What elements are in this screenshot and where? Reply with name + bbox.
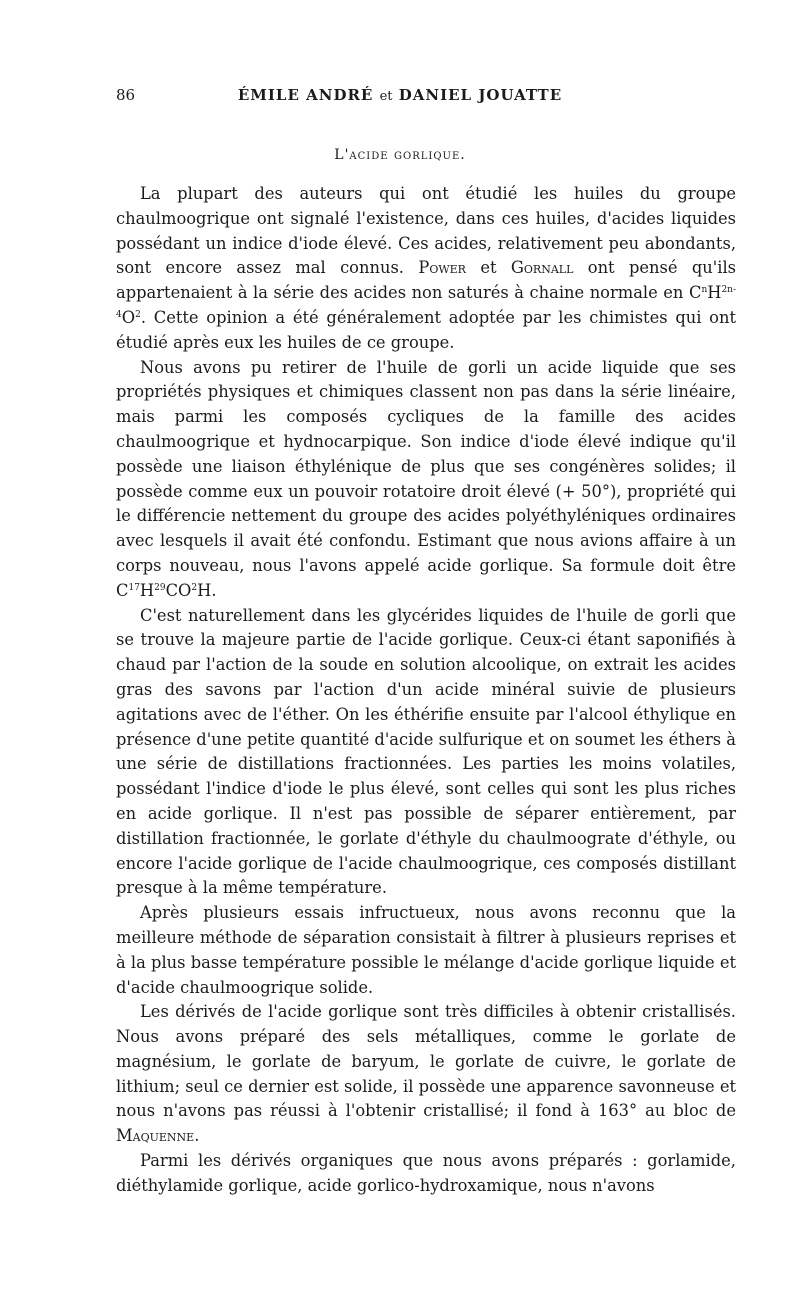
formula-index: n bbox=[701, 285, 708, 296]
formula-gorlic-acid bbox=[116, 581, 217, 600]
formula-index: 2 bbox=[135, 309, 141, 320]
author-1: ÉMILE ANDRÉ bbox=[237, 86, 374, 104]
formula-index: 2n-4 bbox=[116, 285, 737, 320]
page-number: 86 bbox=[116, 86, 136, 104]
author-name-gornall: Gornall bbox=[510, 258, 574, 278]
paragraph-1-text-b: ont pensé qu'ils appartenaient à la série des acides non saturés à chaine normale en bbox=[116, 258, 737, 303]
author-name-maquenne: Maquenne bbox=[116, 1126, 195, 1146]
page-header bbox=[116, 86, 684, 108]
formula-symbol: O bbox=[121, 307, 136, 327]
formula-index: 2 bbox=[191, 582, 198, 593]
formula-symbol: H bbox=[707, 283, 722, 303]
paragraph-3: C'est naturellement dans les glycérides liquides de l'huile de gorli que se trouve la majeure partie de l'acide gorlique. Ceux-ci étant saponifiés à chaud par l'action de la soude en solution alcoolique, on extrait les acides gras des savons par l'action d'un acide minéral suivie de plusieurs agitations avec de l'éther. On les éthérifie ensuite par l'alcool éthylique en présence d'une petite quantité d'acide sulfurique et on soumet les éthers à une série de distillations fractionnées. Les parties les moins volatiles, possédant l'indice d'iode le plus élevé, sont celles qui sont les plus riches en acide gorlique. Il n'est pas possible de séparer entièrement, par distillation fractionnée, le gorlate d'éthyle du chaulmoograte d'éthyle, ou encore l'acide gorlique de l'acide chaulmoogrique, ces composés distillant presque à la même température. bbox=[116, 605, 736, 898]
paragraph-1 bbox=[116, 182, 736, 356]
paragraph-1-text-a: La plupart des auteurs qui ont étudié les huiles du groupe chaulmoogrique ont signalé l'existence, dans ces huiles, d'acides liquides possédant un indice d'iode élevé. Ces acides, relativement peu abondants, sont encore assez mal connus. bbox=[116, 184, 736, 278]
paragraph-4: Après plusieurs essais infructueux, nous avons reconnu que la meilleure méthode de séparation consistait à filtrer à plusieurs reprises et à la plus basse température possible le mélange d'acide gorlique liquide et d'acide chaulmoogrique solide. bbox=[116, 903, 736, 997]
conjunction: et bbox=[480, 258, 497, 278]
paragraph-5 bbox=[116, 1000, 736, 1149]
formula-index: 29 bbox=[154, 582, 166, 593]
paragraph-2-text: Nous avons pu retirer de l'huile de gorli un acide liquide que ses propriétés physiques et chimiques classent non pas dans la série linéaire, mais parmi les composés cycliques de la famille des acides chaulmoogrique et hydnocarpique. Son indice d'iode élevé indique qu'il possède une liaison éthylénique de plus que ses congénères solides; il possède comme eux un pouvoir rotatoire droit élevé (+ 50°), propriété qui le différencie nettement du groupe des acides polyéthyléniques ordinaires avec lesquels il avait été confondu. Estimant que nous avions affaire à un corps nouveau, nous l'avons appelé acide gorlique. Sa formule doit être bbox=[116, 357, 736, 575]
formula-index: 17 bbox=[128, 582, 140, 593]
paragraph-5-text: Les dérivés de l'acide gorlique sont très difficiles à obtenir cristallisés. Nous avons préparé des sels métalliques, comme le gorlate de magnésium, le gorlate de baryum, le gorlate de cuivre, le gorlate de lithium; seul ce dernier est solide, il possède une apparence savonneuse et nous n'avons pas réussi à l'obtenir cristallisé; il fond à 163° au bloc de bbox=[116, 1002, 736, 1121]
author-2: DANIEL JOUATTE bbox=[398, 86, 563, 104]
running-head-conjunction: et bbox=[379, 89, 393, 104]
author-name-power: Power bbox=[418, 258, 466, 278]
paragraph-2 bbox=[116, 356, 736, 604]
formula-symbol: H. bbox=[197, 580, 217, 600]
paragraph-6: Parmi les dérivés organiques que nous avons préparés : gorlamide, diéthylamide gorlique, acide gorlico-hydroxamique, nous n'avons bbox=[116, 1151, 736, 1195]
running-head bbox=[116, 86, 684, 104]
formula-symbol: C bbox=[116, 580, 129, 600]
paragraph-1-text-c: . Cette opinion a été généralement adoptée par les chimistes qui ont étudié après eux les huiles de ce groupe. bbox=[116, 307, 736, 352]
formula-symbol: CO bbox=[165, 580, 192, 600]
formula-symbol: C bbox=[688, 283, 702, 303]
paragraph-5-end: . bbox=[194, 1126, 200, 1146]
body-text bbox=[116, 182, 736, 1199]
formula-symbol: H bbox=[139, 580, 155, 600]
section-title: L'acide gorlique. bbox=[334, 147, 466, 163]
